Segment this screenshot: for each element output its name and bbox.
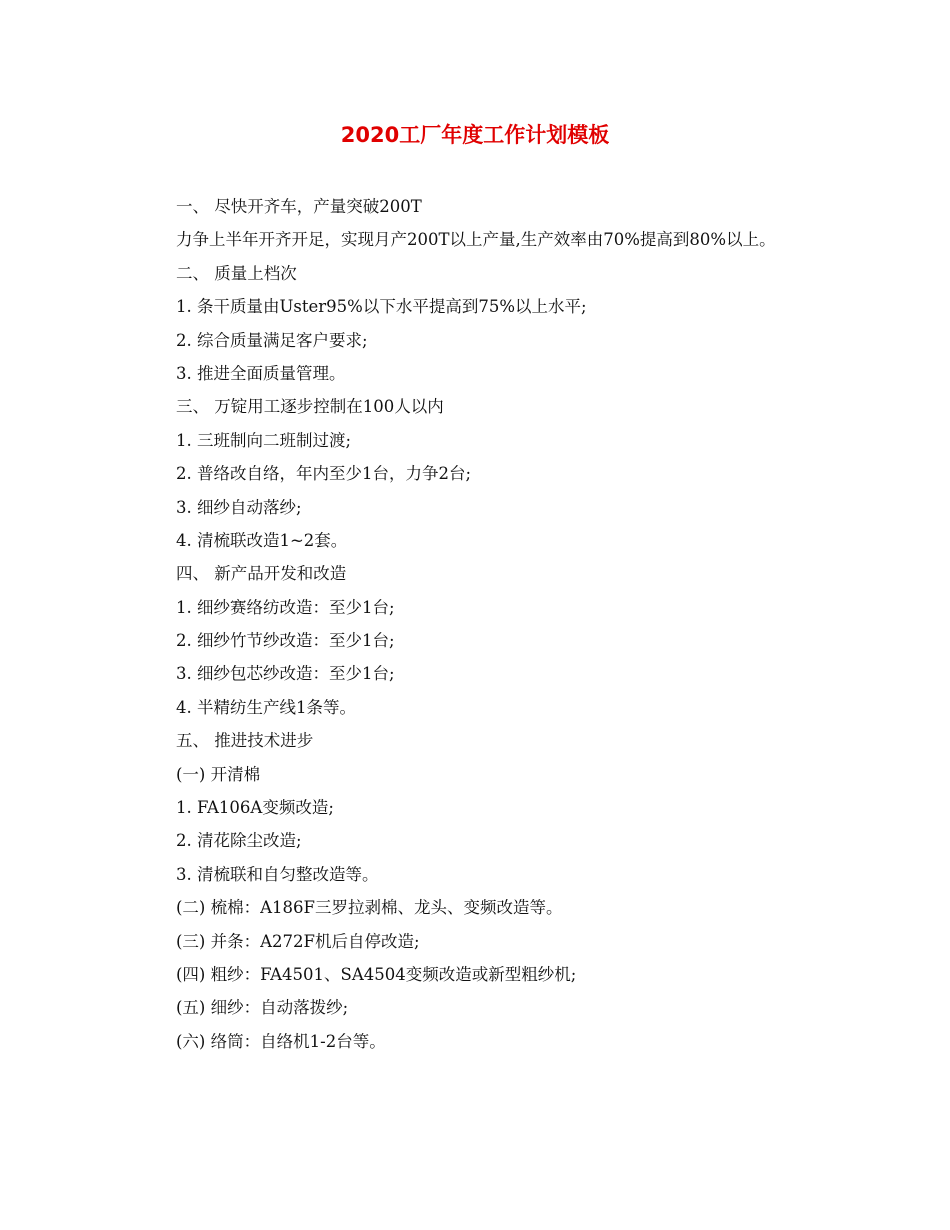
list-item: 4. 半精纺生产线1条等。 xyxy=(176,697,356,717)
section-heading-1: 一、 尽快开齐车，产量突破200T xyxy=(176,197,422,216)
subsection-item: (五) 细纱：自动落拨纱; xyxy=(176,998,349,1018)
list-item: 2. 细纱竹节纱改造：至少1台; xyxy=(176,631,395,651)
section-heading-5: 五、 推进技术进步 xyxy=(176,731,314,751)
list-item: 3. 清梳联和自匀整改造等。 xyxy=(176,864,379,884)
subsection-item: (四) 粗纱：FA4501、SA4504变频改造或新型粗纱机; xyxy=(176,965,577,984)
list-item: 3. 细纱包芯纱改造：至少1台; xyxy=(176,664,395,684)
list-item: 3. 细纱自动落纱; xyxy=(176,497,302,517)
list-item: 2. 综合质量满足客户要求; xyxy=(176,330,368,350)
list-item: 1. 细纱赛络纺改造：至少1台; xyxy=(176,597,395,617)
section-heading-4: 四、 新产品开发和改造 xyxy=(176,564,347,584)
list-item: 3. 推进全面质量管理。 xyxy=(176,363,346,383)
subsection-item: (三) 并条：A272F机后自停改造; xyxy=(176,931,420,951)
list-item: 1. FA106A变频改造; xyxy=(176,798,334,818)
subsection-item: (六) 络筒：自络机1-2台等。 xyxy=(176,1031,386,1051)
list-item: 2. 普络改自络，年内至少1台，力争2台; xyxy=(176,464,472,484)
document-title: 2020工厂年度工作计划模板 xyxy=(340,123,610,147)
subsection-heading: (一) 开清棉 xyxy=(176,764,261,784)
section-heading-3: 三、 万锭用工逐步控制在100人以内 xyxy=(176,397,444,417)
list-item: 4. 清梳联改造1~2套。 xyxy=(176,530,348,550)
list-item: 1. 三班制向二班制过渡; xyxy=(176,430,352,450)
list-item: 1. 条干质量由Uster95%以下水平提高到75%以上水平; xyxy=(176,297,587,317)
document-body xyxy=(139,190,819,1058)
section-heading-2: 二、 质量上档次 xyxy=(176,263,297,283)
paragraph: 力争上半年开齐开足，实现月产200T以上产量,生产效率由70%提高到80%以上。 xyxy=(176,230,776,250)
list-item: 2. 清花除尘改造; xyxy=(176,831,302,851)
subsection-item: (二) 梳棉：A186F三罗拉剥棉、龙头、变频改造等。 xyxy=(176,898,563,918)
